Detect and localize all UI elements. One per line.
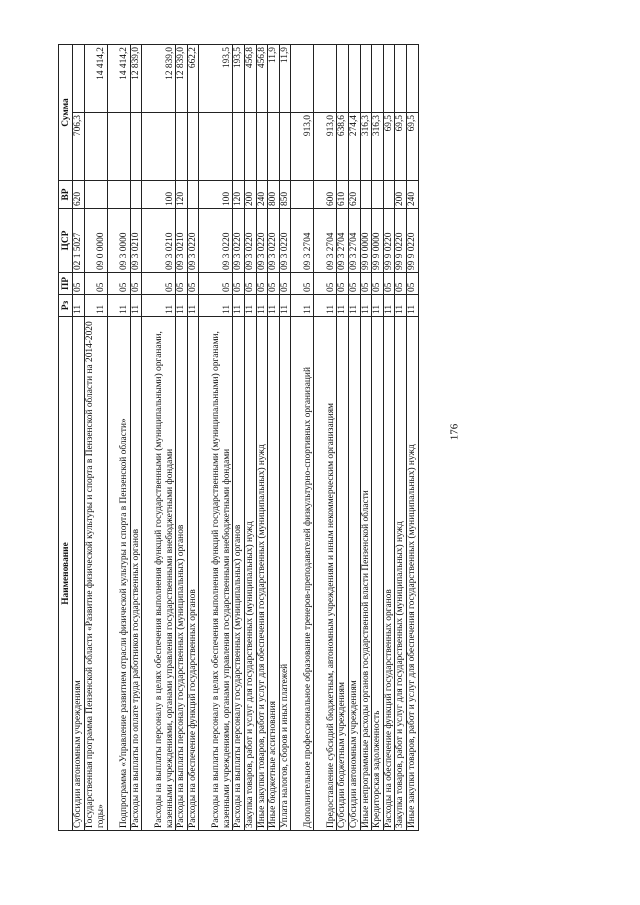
cell-vr: 200 <box>244 181 256 209</box>
table-row <box>233 45 245 831</box>
cell-vr: 620 <box>73 181 85 209</box>
cell-sum1 <box>233 113 245 181</box>
cell-name: Предоставление субсидий бюджетным, автономным учреждениям и иным некоммерческим организациям <box>314 317 337 831</box>
cell-rz: 11 <box>383 295 395 317</box>
cell-vr: 600 <box>314 181 337 209</box>
cell-sum2 <box>337 45 349 113</box>
cell-name: Субсидии бюджетным учреждениям <box>337 317 349 831</box>
cell-vr <box>372 181 384 209</box>
cell-csr: 02 1 5027 <box>73 209 85 273</box>
cell-csr: 09 3 2704 <box>314 209 337 273</box>
cell-sum2 <box>291 45 314 113</box>
cell-name: Расходы на выплаты персоналу в целях обеспечения выполнения функций государственными (муниципальными) органами, казенными учреждениями, органами управления государственными внебюджетными фондами <box>142 317 176 831</box>
cell-rz: 11 <box>199 295 233 317</box>
cell-sum1: 638,6 <box>337 113 349 181</box>
cell-csr: 09 3 0220 <box>187 209 199 273</box>
cell-pr: 05 <box>314 273 337 295</box>
cell-sum1: 913,0 <box>291 113 314 181</box>
cell-sum1 <box>268 113 280 181</box>
cell-pr: 05 <box>279 273 291 295</box>
cell-name: Дополнительное профессиональное образование тренеров-преподавателей физкультурно-спортивных организаций <box>291 317 314 831</box>
budget-table <box>58 44 419 831</box>
cell-sum2: 11,9 <box>279 45 291 113</box>
cell-rz: 11 <box>130 295 142 317</box>
cell-pr: 05 <box>406 273 418 295</box>
cell-sum2: 456,8 <box>256 45 268 113</box>
cell-vr: 610 <box>337 181 349 209</box>
cell-pr: 05 <box>73 273 85 295</box>
cell-name: Иные закупки товаров, работ и услуг для обеспечения государственных (муниципальных) нужд <box>256 317 268 831</box>
cell-rz: 11 <box>233 295 245 317</box>
table-row <box>291 45 314 831</box>
table-row <box>73 45 85 831</box>
cell-vr: 800 <box>268 181 280 209</box>
cell-vr: 120 <box>233 181 245 209</box>
cell-sum1: 69,5 <box>406 113 418 181</box>
cell-csr: 09 3 0220 <box>244 209 256 273</box>
cell-name: Закупка товаров, работ и услуг для государственных (муниципальных) нужд <box>395 317 407 831</box>
cell-csr: 09 3 0000 <box>107 209 130 273</box>
cell-name: Расходы на выплаты персоналу в целях обеспечения выполнения функций государственными (муниципальными) органами, казенными учреждениями, органами управления государственными внебюджетными фондами <box>199 317 233 831</box>
cell-sum2: 12 839,0 <box>130 45 142 113</box>
cell-rz: 11 <box>256 295 268 317</box>
cell-vr: 100 <box>199 181 233 209</box>
cell-sum2 <box>406 45 418 113</box>
cell-sum1 <box>142 113 176 181</box>
table-row <box>314 45 337 831</box>
cell-csr: 09 3 0220 <box>268 209 280 273</box>
cell-csr: 99 9 0220 <box>383 209 395 273</box>
cell-name: Расходы на выплаты персоналу государственных (муниципальных) органов <box>176 317 188 831</box>
cell-pr: 05 <box>84 273 107 295</box>
cell-rz: 11 <box>372 295 384 317</box>
cell-csr: 09 3 0210 <box>176 209 188 273</box>
table-row <box>337 45 349 831</box>
cell-name: Закупка товаров, работ и услуг для государственных (муниципальных) нужд <box>244 317 256 831</box>
cell-vr <box>291 181 314 209</box>
cell-name: Субсидии автономным учреждениям <box>348 317 360 831</box>
cell-sum2: 662,2 <box>187 45 199 113</box>
cell-sum1 <box>244 113 256 181</box>
cell-pr: 05 <box>176 273 188 295</box>
cell-rz: 11 <box>279 295 291 317</box>
cell-csr: 09 3 0220 <box>199 209 233 273</box>
cell-sum1 <box>176 113 188 181</box>
table-row <box>107 45 130 831</box>
table-row <box>244 45 256 831</box>
cell-vr: 240 <box>406 181 418 209</box>
cell-pr: 05 <box>107 273 130 295</box>
cell-sum1: 69,5 <box>383 113 395 181</box>
cell-sum2 <box>360 45 372 113</box>
cell-sum2: 456,8 <box>244 45 256 113</box>
cell-vr <box>84 181 107 209</box>
cell-sum1: 316,3 <box>360 113 372 181</box>
cell-sum2 <box>383 45 395 113</box>
cell-name: Иные бюджетные ассигнования <box>268 317 280 831</box>
cell-pr: 05 <box>187 273 199 295</box>
cell-vr <box>360 181 372 209</box>
cell-rz: 11 <box>314 295 337 317</box>
cell-vr <box>107 181 130 209</box>
cell-sum1: 913,0 <box>314 113 337 181</box>
cell-vr: 120 <box>176 181 188 209</box>
table-row <box>279 45 291 831</box>
cell-name: Подпрограмма «Управление развитием отрасли физической культуры и спорта в Пензенской области» <box>107 317 130 831</box>
cell-rz: 11 <box>73 295 85 317</box>
table-row <box>84 45 107 831</box>
cell-sum2 <box>372 45 384 113</box>
header-csr: ЦСР <box>59 209 73 273</box>
cell-name: Иные закупки товаров, работ и услуг для обеспечения государственных (муниципальных) нужд <box>406 317 418 831</box>
cell-csr: 09 0 0000 <box>84 209 107 273</box>
cell-csr: 09 3 2704 <box>337 209 349 273</box>
cell-rz: 11 <box>176 295 188 317</box>
page-number: 176 <box>448 423 461 441</box>
cell-sum1 <box>107 113 130 181</box>
cell-csr: 99 9 0220 <box>406 209 418 273</box>
cell-rz: 11 <box>84 295 107 317</box>
table-row <box>406 45 418 831</box>
cell-csr: 09 3 0220 <box>279 209 291 273</box>
cell-sum1 <box>187 113 199 181</box>
cell-name: Расходы на обеспечение функций государственных органов <box>187 317 199 831</box>
cell-rz: 11 <box>406 295 418 317</box>
cell-pr: 05 <box>337 273 349 295</box>
cell-sum2 <box>348 45 360 113</box>
cell-pr: 05 <box>383 273 395 295</box>
cell-sum2: 12 839,0 <box>142 45 176 113</box>
cell-sum2: 12 839,0 <box>176 45 188 113</box>
cell-csr: 09 3 2704 <box>291 209 314 273</box>
cell-name: Расходы на обеспечение функций государственных органов <box>383 317 395 831</box>
cell-pr: 05 <box>142 273 176 295</box>
cell-name: Иные непрограммные расходы органов государственной власти Пензенской области <box>360 317 372 831</box>
table-row <box>199 45 233 831</box>
cell-name: Субсидии автономным учреждениям <box>73 317 85 831</box>
cell-name: Кредиторская задолженность <box>372 317 384 831</box>
rotated-page-content <box>58 45 540 831</box>
cell-vr: 240 <box>256 181 268 209</box>
cell-vr: 200 <box>395 181 407 209</box>
cell-name: Уплата налогов, сборов и иных платежей <box>279 317 291 831</box>
header-rz: Рз <box>59 295 73 317</box>
table-header-row <box>59 45 73 831</box>
cell-sum2: 11,9 <box>268 45 280 113</box>
cell-pr: 05 <box>348 273 360 295</box>
table-row <box>256 45 268 831</box>
cell-vr: 850 <box>279 181 291 209</box>
cell-pr: 05 <box>268 273 280 295</box>
table-row <box>142 45 176 831</box>
table-row <box>395 45 407 831</box>
cell-vr <box>383 181 395 209</box>
header-name: Наименование <box>59 317 73 831</box>
cell-rz: 11 <box>337 295 349 317</box>
cell-sum2: 193,5 <box>233 45 245 113</box>
table-row <box>360 45 372 831</box>
table-row <box>187 45 199 831</box>
cell-sum2 <box>73 45 85 113</box>
table-row <box>348 45 360 831</box>
table-row <box>383 45 395 831</box>
cell-sum1 <box>84 113 107 181</box>
table-row <box>372 45 384 831</box>
cell-sum2: 14 414,2 <box>84 45 107 113</box>
cell-pr: 05 <box>130 273 142 295</box>
cell-sum1: 316,3 <box>372 113 384 181</box>
cell-vr <box>130 181 142 209</box>
cell-vr: 620 <box>348 181 360 209</box>
cell-pr: 05 <box>244 273 256 295</box>
cell-sum1 <box>279 113 291 181</box>
cell-sum1: 706,3 <box>73 113 85 181</box>
cell-sum1 <box>256 113 268 181</box>
cell-sum1: 69,5 <box>395 113 407 181</box>
cell-csr: 99 9 0220 <box>395 209 407 273</box>
cell-sum1: 274,4 <box>348 113 360 181</box>
cell-csr: 09 3 0220 <box>256 209 268 273</box>
cell-name: Расходы на выплаты персоналу государственных (муниципальных) органов <box>233 317 245 831</box>
cell-rz: 11 <box>395 295 407 317</box>
cell-rz: 11 <box>107 295 130 317</box>
header-vr: ВР <box>59 181 73 209</box>
cell-pr: 05 <box>199 273 233 295</box>
cell-rz: 11 <box>244 295 256 317</box>
cell-csr: 09 3 0220 <box>233 209 245 273</box>
cell-rz: 11 <box>291 295 314 317</box>
cell-csr: 09 3 2704 <box>348 209 360 273</box>
cell-rz: 11 <box>142 295 176 317</box>
table-row <box>268 45 280 831</box>
cell-csr: 09 3 0210 <box>130 209 142 273</box>
cell-sum1 <box>199 113 233 181</box>
cell-name: Государственная программа Пензенской области «Развитие физической культуры и спорта в Пензенской области на 2014-2020 годы» <box>84 317 107 831</box>
header-sum: Сумма <box>59 45 73 181</box>
cell-sum1 <box>130 113 142 181</box>
cell-pr: 05 <box>395 273 407 295</box>
cell-sum2: 14 414,2 <box>107 45 130 113</box>
cell-name: Расходы на выплаты по оплате труда работников государственных органов <box>130 317 142 831</box>
cell-sum2: 193,5 <box>199 45 233 113</box>
cell-rz: 11 <box>360 295 372 317</box>
cell-vr: 100 <box>142 181 176 209</box>
cell-rz: 11 <box>268 295 280 317</box>
cell-sum2 <box>314 45 337 113</box>
cell-pr: 05 <box>256 273 268 295</box>
table-row <box>130 45 142 831</box>
cell-pr: 05 <box>233 273 245 295</box>
cell-pr: 05 <box>372 273 384 295</box>
cell-rz: 11 <box>348 295 360 317</box>
cell-sum2 <box>395 45 407 113</box>
header-pr: ПР <box>59 273 73 295</box>
cell-rz: 11 <box>187 295 199 317</box>
cell-csr: 09 3 0210 <box>142 209 176 273</box>
cell-pr: 05 <box>360 273 372 295</box>
cell-csr: 99 9 0000 <box>372 209 384 273</box>
cell-csr: 99 0 0000 <box>360 209 372 273</box>
cell-vr <box>187 181 199 209</box>
table-body <box>73 45 419 831</box>
table-row <box>176 45 188 831</box>
cell-pr: 05 <box>291 273 314 295</box>
